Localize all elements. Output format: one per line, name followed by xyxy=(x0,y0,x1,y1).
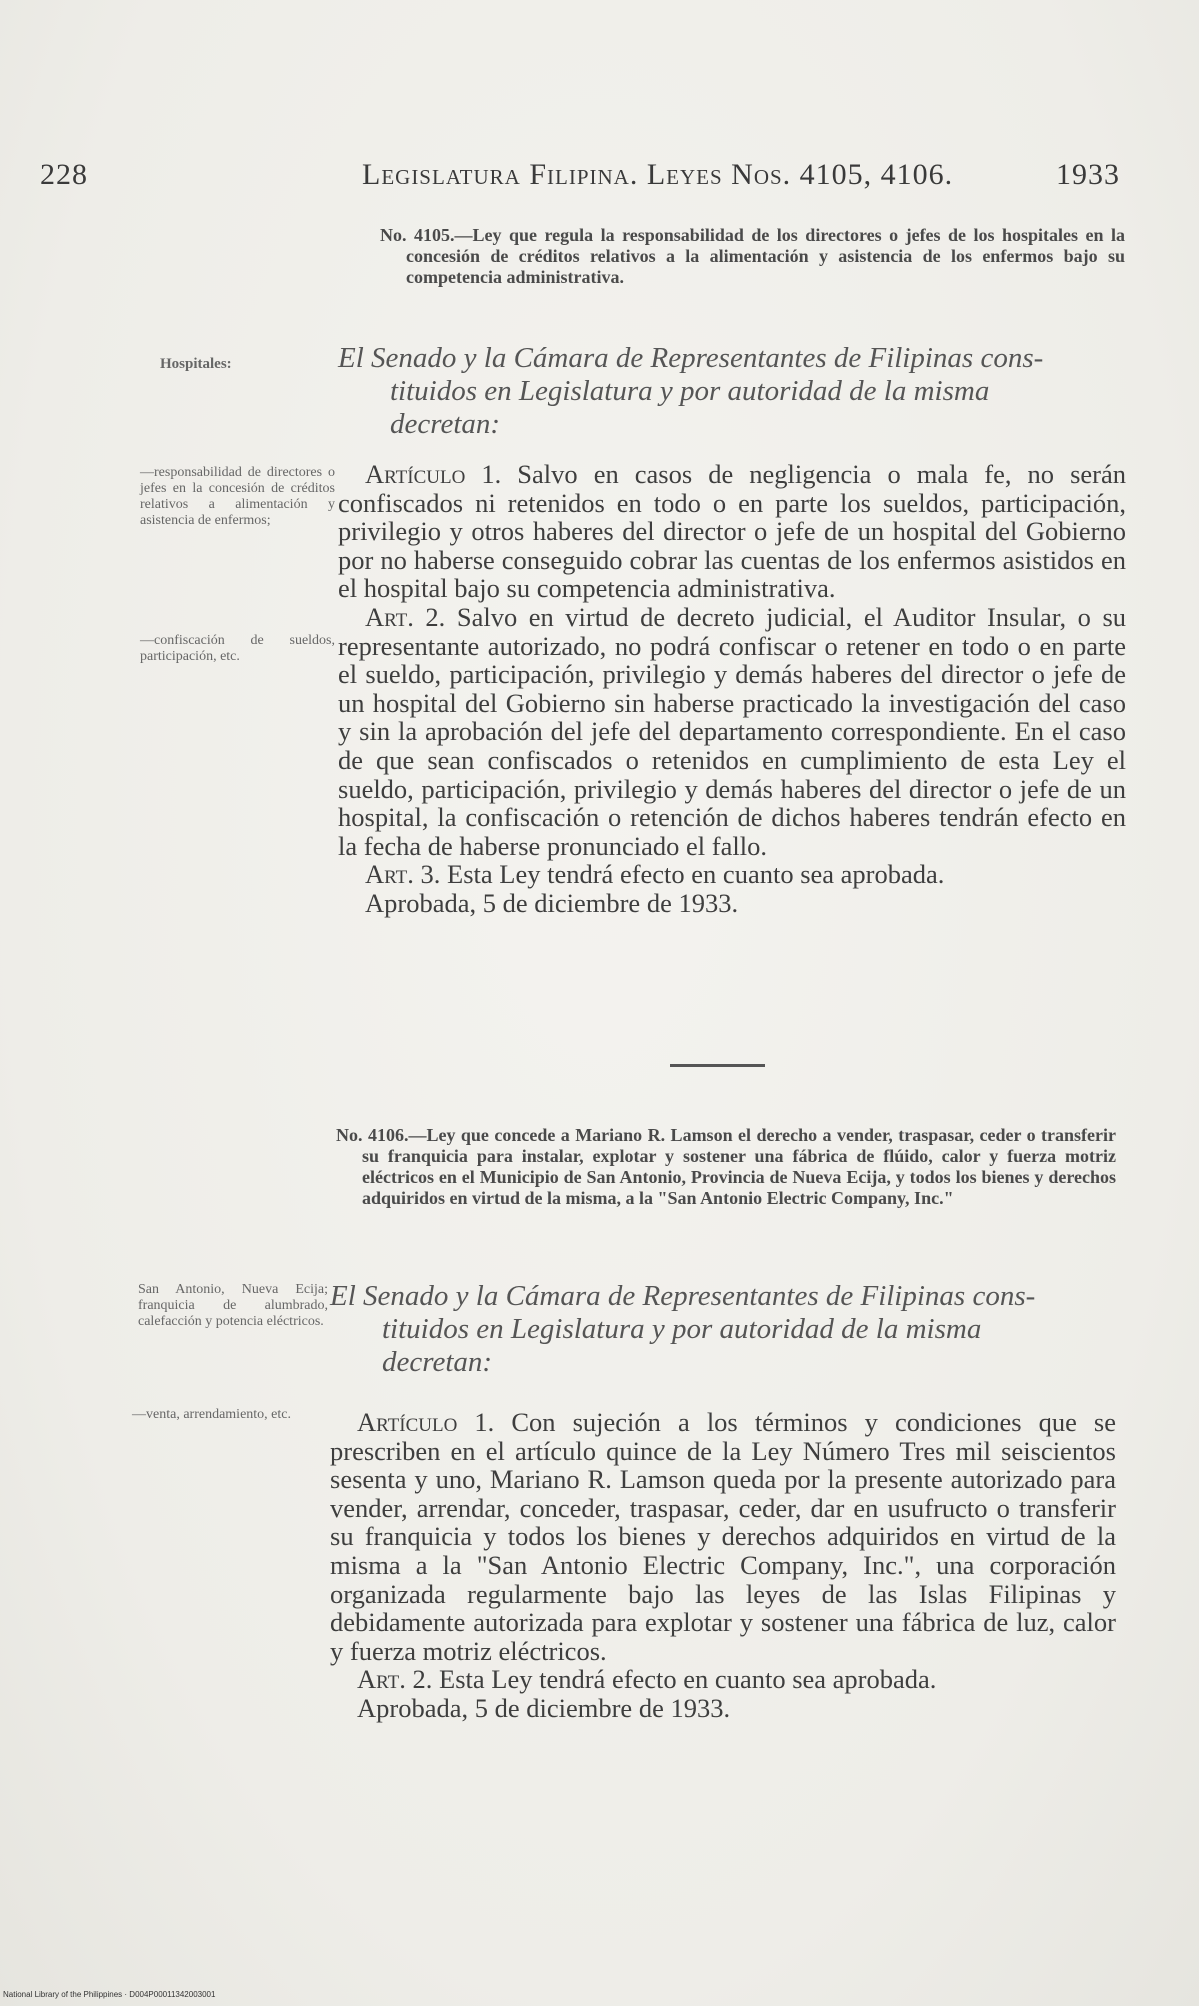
act-4106-enacting-clause xyxy=(330,1280,1120,1379)
act-4105-approved: Aprobada, 5 de diciembre de 1933. xyxy=(365,887,739,918)
page-header xyxy=(40,158,1120,198)
act-4105-enacting-line-2: tituidos en Legislatura y por autoridad de la misma xyxy=(390,375,990,407)
act-4105-body xyxy=(338,460,1126,918)
act-4106-art1-text: Con sujeción a los términos y condiciones que se prescriben en el artículo quince de la Ley Número Tres mil seiscientos sesenta y uno, Mariano R. Lamson queda por la presente autorizado para vender, arrendar, conceder, traspasar, ceder, dar en usufructo o transferir su franquicia y todos los bienes y derechos adquiridos en virtud de la misma a la "San Antonio Electric Company, Inc.", una corporación organizada regularmente bajo las leyes de las Islas Filipinas y debidamente autorizada para explotar y sostener una fábrica de luz, calor y fuerza motriz eléctricos. xyxy=(330,1407,1117,1666)
act-4106-article-2 xyxy=(330,1665,1116,1694)
act-4106-art2-label: Art. 2. xyxy=(357,1664,433,1695)
running-title: Legislatura Filipina. Leyes Nos. 4105, 4106. xyxy=(362,158,954,191)
act-4106-art1-label: Artículo 1. xyxy=(357,1407,495,1437)
act-4105-art1-text: Salvo en casos de negligencia o mala fe, no serán confiscados ni retenidos en todo o en parte los sueldos, participación, privilegio y otros haberes del director o jefe de un hospital del Gobierno por no haberse conseguido cobrar las cuentas de los enfermos asistidos en el hospital bajo su competencia administrativa. xyxy=(338,459,1126,604)
act-4106-margin-heading: San Antonio, Nueva Ecija; franquicia de alumbrado, calefacción y potencia eléctricos. xyxy=(138,1282,328,1329)
act-4105-art1-label: Artículo 1. xyxy=(365,459,502,489)
header-year: 1933 xyxy=(1056,158,1120,191)
act-4106-article-1 xyxy=(330,1408,1116,1665)
act-4105-art2-text: Salvo en virtud de decreto judicial, el Auditor Insular, o su representante autorizado, no podrá confiscar o retener en todo o en parte el sueldo, participación, privilegio y demás haberes del director o jefe de un hospital del Gobierno sin haberse practicado la investigación del caso y sin la aprobación del jefe del departamento correspondiente. En el caso de que sean confiscados o retenidos en cumplimiento de esta Ley el sueldo, participación, privilegio y demás haberes del director o jefe de un hospital, la confiscación o retención de dichos haberes tendrán efecto en la fecha de haberse pronunciado el fallo. xyxy=(338,601,1127,861)
act-4105-article-3 xyxy=(338,860,1126,889)
act-4106-enacting-line-1: El Senado y la Cámara de Representantes de Filipinas cons- xyxy=(330,1280,1036,1312)
page-number: 228 xyxy=(40,158,88,191)
act-4105-synopsis xyxy=(380,225,1125,288)
act-4105-enacting-line-3: decretan: xyxy=(390,408,501,440)
act-4106-approved: Aprobada, 5 de diciembre de 1933. xyxy=(357,1692,731,1723)
act-4105-art2-label: Art. 2. xyxy=(365,601,446,632)
act-4105-enacting-line-1: El Senado y la Cámara de Representantes de Filipinas cons- xyxy=(338,342,1044,374)
act-4105-synopsis-text: —Ley que regula la responsabilidad de los directores o jefes de los hospitales en la concesión de créditos relativos a la alimentación y asistencia de los enfermos bajo su competencia administrativa. xyxy=(406,225,1126,287)
act-4105-article-2 xyxy=(338,603,1126,860)
act-4105-margin-note-confiscation: —confiscación de sueldos, participación, etc. xyxy=(140,633,335,664)
act-4106-synopsis xyxy=(336,1125,1116,1209)
act-4105-margin-heading: Hospitales: xyxy=(160,356,232,372)
section-divider xyxy=(670,1064,765,1067)
act-4106-number: No. 4106. xyxy=(336,1125,409,1145)
act-4106-body xyxy=(330,1408,1116,1723)
act-4105-article-1 xyxy=(338,460,1126,603)
act-4106-enacting-line-2: tituidos en Legislatura y por autoridad de la misma xyxy=(382,1313,982,1345)
act-4106-art2-text: Esta Ley tendrá efecto en cuanto sea aprobada. xyxy=(439,1664,937,1695)
act-4105-enacting-clause xyxy=(338,342,1128,441)
act-4106-enacting-line-3: decretan: xyxy=(382,1346,493,1378)
act-4105-margin-note-responsibility: —responsabilidad de directores o jefes en la concesión de créditos relativos a alimentación y asistencia de enfermos; xyxy=(140,465,335,528)
act-4105-art3-text: Esta Ley tendrá efecto en cuanto sea aprobada. xyxy=(447,859,945,890)
scan-source-footer: National Library of the Philippines · D004P00011342003001 xyxy=(3,1990,216,1999)
act-4105-art3-label: Art. 3. xyxy=(365,859,441,890)
act-4106-synopsis-text: —Ley que concede a Mariano R. Lamson el derecho a vender, traspasar, ceder o transferir su franquicia para instalar, explotar y sostener una fábrica de flúido, calor y fuerza motriz eléctricos en el Municipio de San Antonio, Provincia de Nueva Ecija, y todos los bienes y derechos adquiridos en virtud de la misma, a la "San Antonio Electric Company, Inc." xyxy=(362,1125,1117,1208)
act-4106-margin-note-sale: —venta, arrendamiento, etc. xyxy=(132,1407,291,1422)
act-4105-number: No. 4105. xyxy=(380,225,455,245)
